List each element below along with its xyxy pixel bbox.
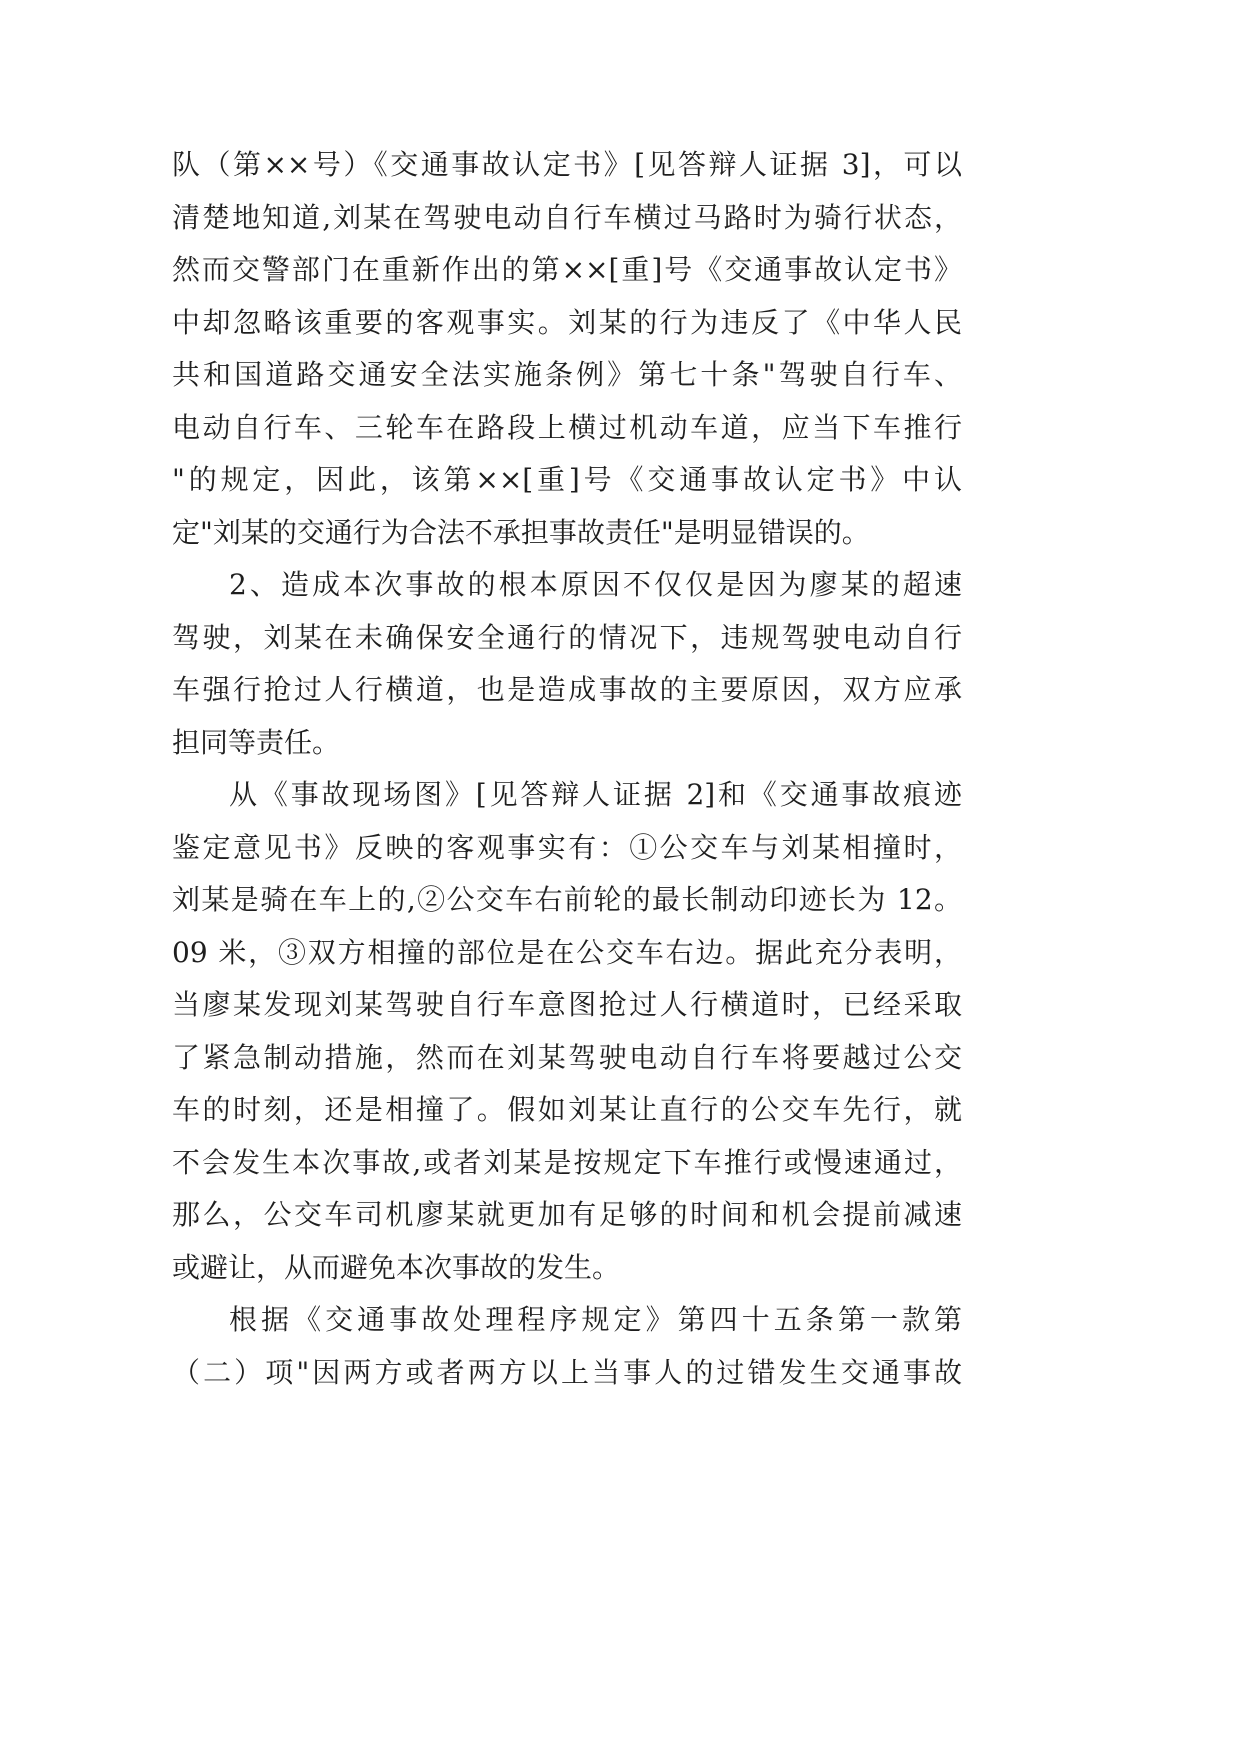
- text-line: 然而交警部门在重新作出的第××[重]号《交通事故认定书》: [172, 253, 962, 286]
- text-line: 09 米，③双方相撞的部位是在公交车右边。据此充分表明，: [172, 935, 962, 969]
- paragraph: [172, 769, 962, 1294]
- paragraph: [172, 1294, 962, 1399]
- text-line: 车的时刻，还是相撞了。假如刘某让直行的公交车先行，就: [172, 1093, 962, 1126]
- text-line: 中却忽略该重要的客观事实。刘某的行为违反了《中华人民: [172, 305, 962, 339]
- text-line: 当廖某发现刘某驾驶自行车意图抢过人行横道时，已经采取: [172, 988, 962, 1021]
- text-line: 队（第××号）《交通事故认定书》[见答辩人证据 3]，可以: [172, 148, 962, 181]
- text-line: 根据《交通事故处理程序规定》第四十五条第一款第: [229, 1303, 962, 1336]
- text-line: 那么，公交车司机廖某就更加有足够的时间和机会提前减速: [172, 1198, 962, 1231]
- text-line: 车强行抢过人行横道，也是造成事故的主要原因，双方应承: [172, 673, 962, 706]
- text-line: 刘某是骑在车上的,②公交车右前轮的最长制动印迹长为 12。: [172, 883, 962, 916]
- text-line: 从《事故现场图》[见答辩人证据 2]和《交通事故痕迹: [229, 778, 962, 811]
- text-line: 驾驶，刘某在未确保安全通行的情况下，违规驾驶电动自行: [172, 620, 962, 654]
- text-line: 鉴定意见书》反映的客观事实有：①公交车与刘某相撞时，: [172, 830, 962, 864]
- text-line: "的规定，因此，该第××[重]号《交通事故认定书》中认: [172, 463, 962, 496]
- document-body: [172, 139, 962, 1399]
- text-line: 了紧急制动措施，然而在刘某驾驶电动自行车将要越过公交: [172, 1040, 962, 1074]
- text-line: 共和国道路交通安全法实施条例》第七十条"驾驶自行车、: [172, 358, 962, 391]
- text-line: （二）项"因两方或者两方以上当事人的过错发生交通事故: [172, 1355, 962, 1389]
- text-line: 不会发生本次事故,或者刘某是按规定下车推行或慢速通过，: [172, 1145, 962, 1179]
- text-line: 担同等责任。: [172, 725, 341, 759]
- paragraph: [172, 559, 962, 769]
- paragraph: [172, 139, 962, 559]
- text-line: 电动自行车、三轮车在路段上横过机动车道，应当下车推行: [172, 410, 962, 444]
- text-line: 或避让，从而避免本次事故的发生。: [172, 1250, 621, 1284]
- text-line: 定"刘某的交通行为合法不承担事故责任"是明显错误的。: [172, 515, 870, 549]
- text-line: 清楚地知道,刘某在驾驶电动自行车横过马路时为骑行状态，: [172, 200, 962, 234]
- text-line: 2、造成本次事故的根本原因不仅仅是因为廖某的超速: [229, 568, 962, 601]
